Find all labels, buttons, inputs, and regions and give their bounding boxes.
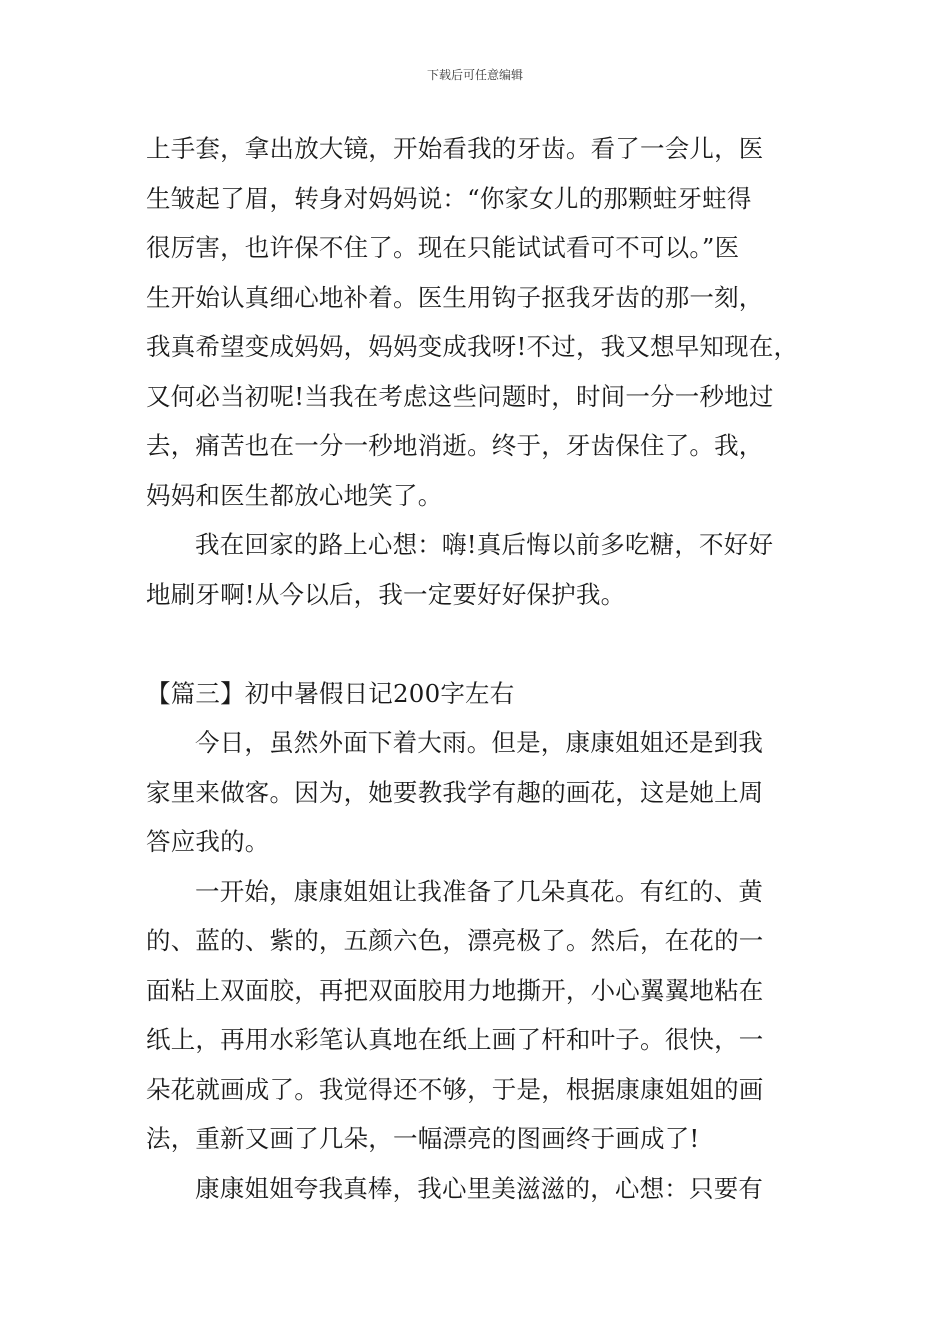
text-line: 朵花就画成了。我觉得还不够，于是，根据康康姐姐的画 [146, 1074, 764, 1104]
paragraph [146, 1164, 826, 1214]
text-line: 康康姐姐夸我真棒，我心里美滋滋的，心想：只要有 [195, 1173, 764, 1203]
paragraph [146, 718, 826, 867]
text-line: 纸上，再用水彩笔认真地在纸上画了杆和叶子。很快，一 [146, 1025, 764, 1054]
text-line: 今日，虽然外面下着大雨。但是，康康姐姐还是到我 [195, 728, 764, 757]
text-line: 一开始，康康姐姐让我准备了几朵真花。有红的、黄 [195, 876, 764, 906]
document-body [146, 124, 826, 1213]
page-header: 下载后可任意编辑 [426, 68, 523, 82]
text-line: 去，痛苦也在一分一秒地消逝。终于，牙齿保住了。我， [146, 431, 764, 460]
section-heading: 【篇三】初中暑假日记200字左右 [146, 678, 515, 708]
text-line: 法，重新又画了几朵，一幅漂亮的图画终于画成了! [146, 1124, 700, 1153]
text-line: 地刷牙啊!从今以后，我一定要好好保护我。 [146, 579, 626, 609]
text-line: 生皱起了眉，转身对妈妈说：“你家女儿的那颗蛀牙蛀得 [146, 183, 752, 213]
text-line: 的、蓝的、紫的，五颜六色，漂亮极了。然后，在花的一 [146, 926, 764, 955]
text-line: 家里来做客。因为，她要教我学有趣的画花，这是她上周 [146, 777, 764, 807]
text-line: 又何必当初呢!当我在考虑这些问题时，时间一分一秒地过 [146, 381, 774, 411]
paragraph [146, 124, 826, 520]
text-line: 面粘上双面胶，再把双面胶用力地撕开，小心翼翼地粘在 [146, 975, 764, 1005]
text-line: 妈妈和医生都放心地笑了。 [146, 480, 443, 510]
text-line: 我在回家的路上心想：嗨!真后悔以前多吃糖，不好好 [195, 530, 774, 559]
text-line: 上手套，拿出放大镜，开始看我的牙齿。看了一会儿，医 [146, 134, 764, 163]
text-line: 生开始认真细心地补着。医生用钩子抠我牙齿的那一刻， [146, 282, 764, 312]
text-line: 我真希望变成妈妈，妈妈变成我呀!不过，我又想早知现在， [146, 332, 799, 361]
text-line: 很厉害，也许保不住了。现在只能试试看可不可以。”医 [146, 233, 740, 262]
paragraph [146, 520, 826, 619]
paragraph [146, 867, 826, 1164]
text-line: 答应我的。 [146, 827, 270, 856]
